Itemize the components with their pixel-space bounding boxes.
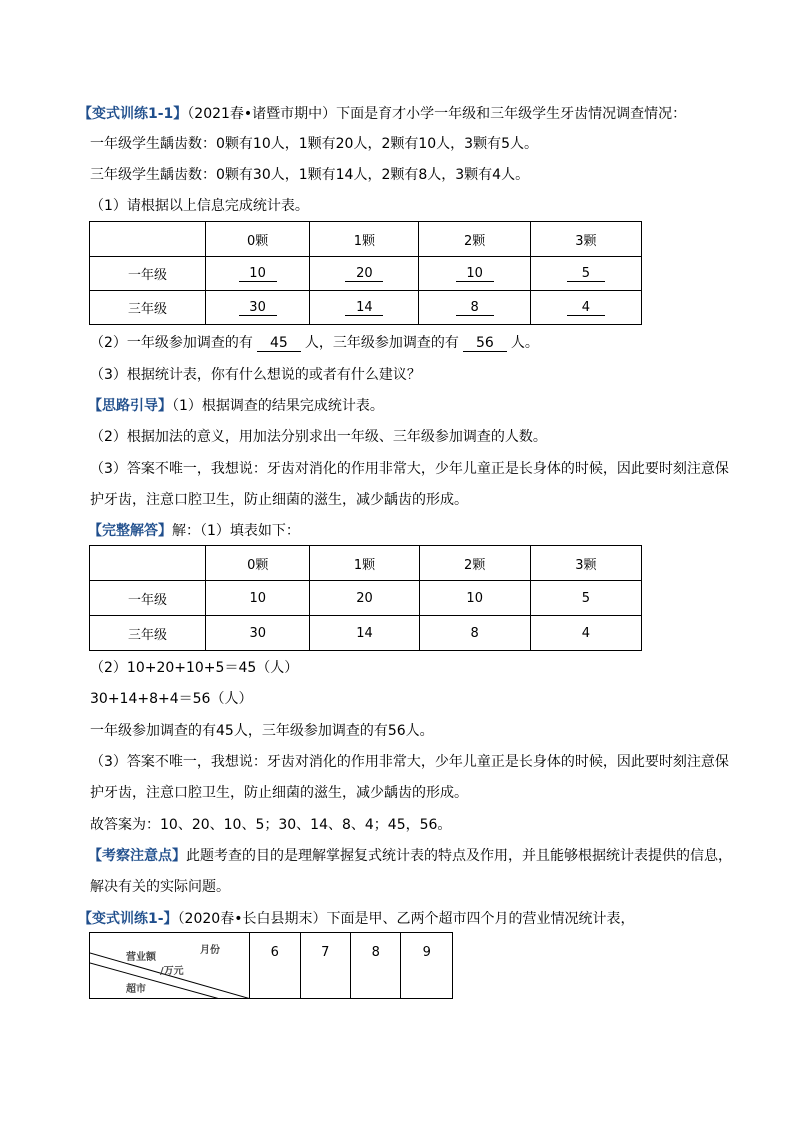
exercise-intro: （2021春•诸暨市期中）下面是育才小学一年级和三年级学生牙齿情况调查情况： <box>187 106 687 122</box>
answer-blank: 8 <box>456 300 494 316</box>
answer-3b: 护牙齿，注意口腔卫生，防止细菌的滋生，减少龋齿的形成。 <box>90 785 468 801</box>
answer-blank: 5 <box>567 266 605 282</box>
note-tag: 【考察注意点】 <box>88 848 186 864</box>
final-answer: 故答案为：10、20、10、5；30、14、8、4；45，56。 <box>90 817 452 833</box>
hint-2: （2）根据加法的意义，用加法分别求出一年级、三年级参加调查的人数。 <box>90 429 547 445</box>
table-header: 0颗 <box>206 546 310 581</box>
answer-heading: 【完整解答】解：（1）填表如下： <box>88 523 300 539</box>
table-cell: 10 <box>206 581 310 616</box>
exercise-tag: 【变式训练1-】 <box>78 911 178 927</box>
table-cell: 10 <box>419 581 530 616</box>
table-row <box>90 257 642 291</box>
row-label: 一年级 <box>90 257 206 291</box>
grade3-data: 三年级学生龋齿数：0颗有30人，1颗有14人，2颗有8人，3颗有4人。 <box>90 167 530 183</box>
question-1: （1）请根据以上信息完成统计表。 <box>90 198 309 214</box>
table-header-row <box>90 933 453 999</box>
diag-label-supermarket: 超市 <box>126 984 146 995</box>
note-2: 解决有关的实际问题。 <box>90 879 230 895</box>
table-header: 1颗 <box>310 222 419 257</box>
exercise-1-heading <box>78 104 686 124</box>
table-corner <box>90 546 206 581</box>
grade1-data: 一年级学生龋齿数：0颗有10人，1颗有20人，2颗有10人，3颗有5人。 <box>90 136 538 152</box>
question-2: （2）一年级参加调查的有 45 人，三年级参加调查的有 56 人。 <box>90 335 539 351</box>
hint-3b: 护牙齿，注意口腔卫生，防止细菌的滋生，减少龋齿的形成。 <box>90 492 468 508</box>
hint-tag: 【思路引导】 <box>88 398 172 414</box>
hint-3a: （3）答案不唯一，我想说：牙齿对消化的作用非常大，少年儿童正是长身体的时候，因此要时刻注意保 <box>90 461 729 477</box>
row-label: 三年级 <box>90 616 206 651</box>
month-header: 7 <box>300 933 350 999</box>
answer-blank: 14 <box>345 300 383 316</box>
table-header: 3颗 <box>530 222 641 257</box>
diag-label-month: 月份 <box>200 945 220 956</box>
table-header-row <box>90 546 642 581</box>
supermarket-table <box>89 932 453 999</box>
diag-label-unit: /万元 <box>160 966 184 977</box>
table-row <box>90 291 642 325</box>
answer-blank: 10 <box>239 266 277 282</box>
table-cell: 8 <box>419 616 530 651</box>
table-header: 2颗 <box>419 222 530 257</box>
answer-blank-45: 45 <box>257 335 301 352</box>
question-3: （3）根据统计表，你有什么想说的或者有什么建议？ <box>90 367 421 383</box>
table-cell: 4 <box>530 616 641 651</box>
answer-blank-56: 56 <box>463 335 507 352</box>
table-header: 1颗 <box>310 546 419 581</box>
answer-2: （2）10+20+10+5＝45（人） <box>90 660 299 676</box>
month-header: 9 <box>401 933 453 999</box>
table-header-row <box>90 222 642 257</box>
answer-2b: 30+14+8+4＝56（人） <box>90 691 253 707</box>
exercise-tag: 【变式训练1-1】 <box>78 106 188 122</box>
answer-3a: （3）答案不唯一，我想说：牙齿对消化的作用非常大，少年儿童正是长身体的时候，因此要时刻注意保 <box>90 754 729 770</box>
table-header: 3颗 <box>530 546 641 581</box>
answer-blank: 20 <box>345 266 383 282</box>
answer-tag: 【完整解答】 <box>88 523 172 539</box>
answer-blank: 4 <box>567 300 605 316</box>
month-header: 6 <box>250 933 300 999</box>
row-label: 三年级 <box>90 291 206 325</box>
answer-blank: 30 <box>239 300 277 316</box>
row-label: 一年级 <box>90 581 206 616</box>
table-cell: 20 <box>310 581 419 616</box>
table-cell: 5 <box>530 581 641 616</box>
hint-heading: 【思路引导】（1）根据调查的结果完成统计表。 <box>88 398 384 414</box>
table-cell: 30 <box>206 616 310 651</box>
answer-2c: 一年级参加调查的有45人，三年级参加调查的有56人。 <box>90 723 434 739</box>
table-row <box>90 581 642 616</box>
answer-blank: 10 <box>456 266 494 282</box>
fill-table <box>89 221 642 325</box>
diag-label-revenue: 营业额 <box>126 952 156 963</box>
exercise-2-heading: 【变式训练1-】（2020春•长白县期末）下面是甲、乙两个超市四个月的营业情况统计表， <box>78 911 635 927</box>
answer-table <box>89 545 642 651</box>
table-row <box>90 616 642 651</box>
diagonal-header-cell <box>90 933 250 999</box>
table-corner <box>90 222 206 257</box>
table-cell: 14 <box>310 616 419 651</box>
note-heading: 【考察注意点】此题考查的目的是理解掌握复式统计表的特点及作用，并且能够根据统计表提供的信息， <box>88 848 732 864</box>
table-header: 2颗 <box>419 546 530 581</box>
month-header: 8 <box>351 933 401 999</box>
table-header: 0颗 <box>205 222 309 257</box>
